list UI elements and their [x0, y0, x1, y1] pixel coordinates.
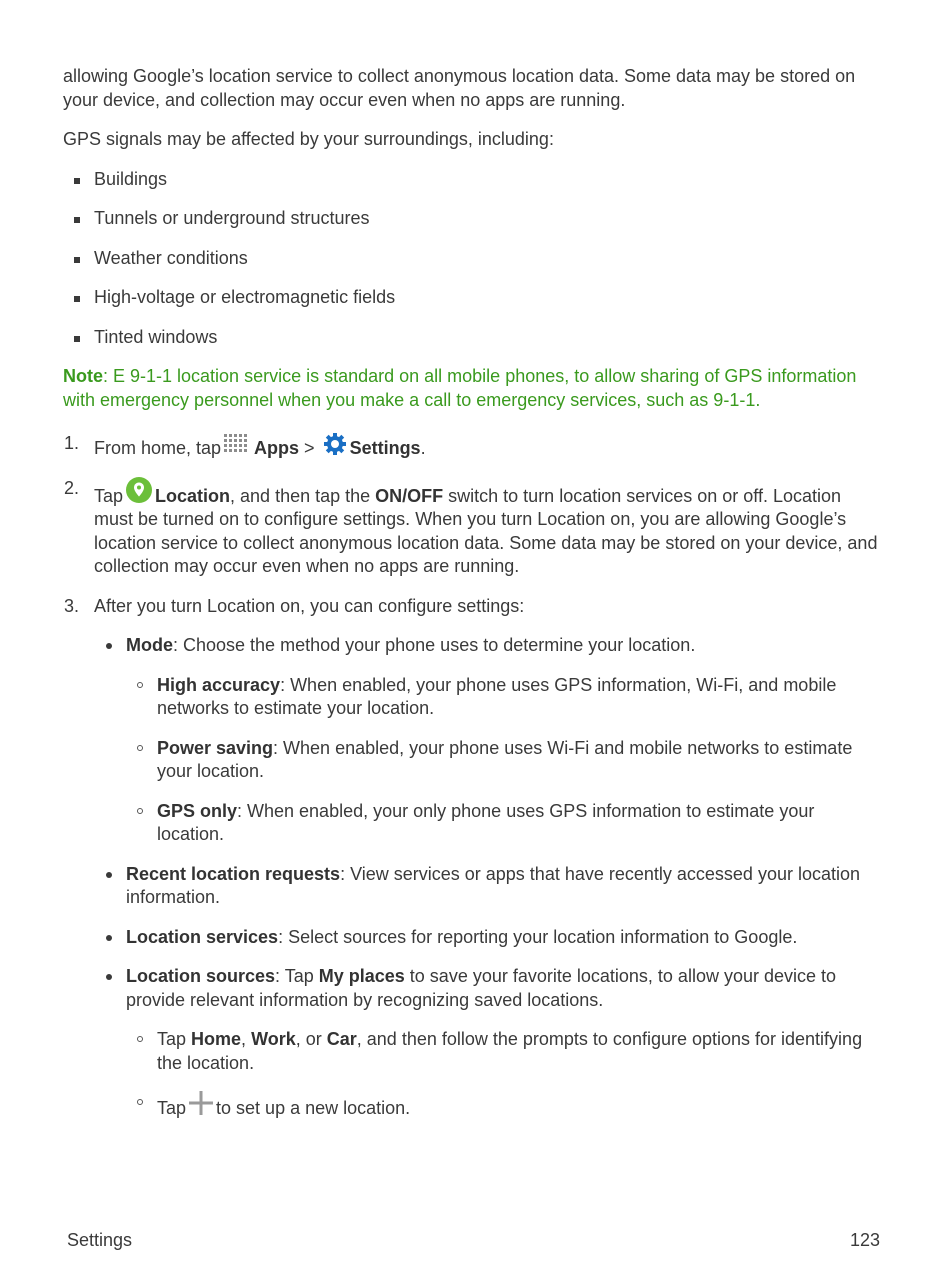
plus-icon [189, 1091, 213, 1115]
hollow-bullet-icon [137, 1036, 143, 1042]
apps-grid-icon [224, 434, 251, 456]
intro-paragraph: allowing Google’s location service to collect anonymous location data. Some data may be stored on your device, and collection may occur even when no apps are running. [63, 66, 856, 110]
location-pin-icon [126, 477, 152, 503]
setting-gps-only: GPS only: When enabled, your only phone uses GPS information to estimate your location. [63, 800, 878, 847]
note-paragraph: Note: E 9-1-1 location service is standard on all mobile phones, to allow sharing of GPS information with emergency personnel when you make a call to emergency services, such as 9-1-1. [63, 366, 857, 410]
hollow-bullet-icon [137, 1099, 143, 1105]
square-bullet-icon [74, 336, 80, 342]
page-number: 123 [849, 1230, 880, 1250]
step-3: 3. After you turn Location on, you can configure settings: [64, 595, 525, 616]
surroundings-list [63, 168, 878, 350]
document-page [63, 65, 878, 1137]
settings-gear-icon [323, 432, 347, 456]
hollow-bullet-icon [137, 745, 143, 751]
step-2: 2. Tap Location, and then tap the ON/OFF switch to turn location services on or off. Location must be turned on to configure settings. When you turn Location on, you are allowing Google’s location service to collect anonymous location data. Some data may be stored on your device, and collection may occur even when no apps are running. [64, 477, 878, 576]
hollow-bullet-icon [137, 682, 143, 688]
footer-section-title: Settings [67, 1230, 133, 1250]
list-item: Buildings [63, 168, 878, 192]
round-bullet-icon [106, 935, 112, 941]
note-label: Note [63, 366, 103, 386]
setting-power-saving: Power saving: When enabled, your phone uses Wi-Fi and mobile networks to estimate your location. [63, 737, 878, 784]
round-bullet-icon [106, 974, 112, 980]
setting-recent-requests: Recent location requests: View services or apps that have recently accessed your location information. [63, 863, 878, 910]
square-bullet-icon [74, 296, 80, 302]
round-bullet-icon [106, 643, 112, 649]
square-bullet-icon [74, 178, 80, 184]
setting-mode: Mode: Choose the method your phone uses to determine your location. [63, 634, 878, 658]
round-bullet-icon [106, 872, 112, 878]
setting-location-sources: Location sources: Tap My places to save your favorite locations, to allow your device to provide relevant information by recognizing saved locations. [63, 965, 878, 1012]
list-item: Weather conditions [63, 247, 878, 271]
step-1: 1. From home, tap Apps > Settings. [64, 433, 426, 458]
setting-home-work-car: Tap Home, Work, or Car, and then follow the prompts to configure options for identifying the location. [63, 1028, 878, 1075]
gps-lead-paragraph: GPS signals may be affected by your surroundings, including: [63, 129, 554, 149]
square-bullet-icon [74, 217, 80, 223]
setting-location-services: Location services: Select sources for reporting your location information to Google. [63, 926, 878, 950]
list-item: Tunnels or underground structures [63, 207, 878, 231]
hollow-bullet-icon [137, 808, 143, 814]
setting-high-accuracy: High accuracy: When enabled, your phone uses GPS information, Wi-Fi, and mobile networks to estimate your location. [63, 674, 878, 721]
list-item: High-voltage or electromagnetic fields [63, 286, 878, 310]
setting-new-location: Tap to set up a new location. [63, 1091, 878, 1121]
list-item: Tinted windows [63, 326, 878, 350]
square-bullet-icon [74, 257, 80, 263]
